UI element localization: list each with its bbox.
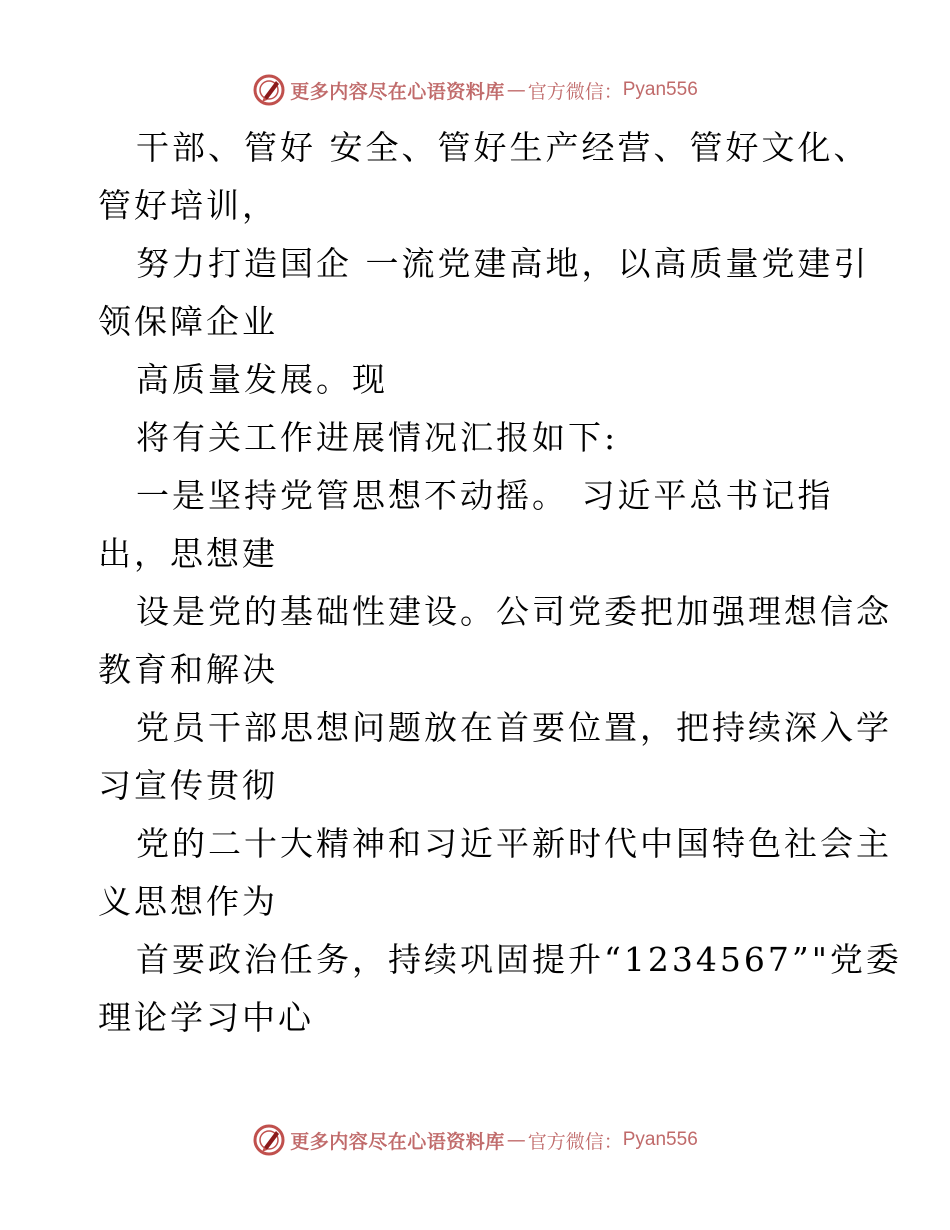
body-line: 首要政治任务，持续巩固提升“1234567”"党委 — [136, 940, 902, 979]
body-line: 理论学习中心 — [98, 998, 314, 1037]
banner-separator: — — [506, 79, 526, 101]
body-line: 领保障企业 — [98, 302, 278, 341]
pen-logo-icon — [252, 73, 286, 107]
banner-wechat-id: Pyan556 — [622, 1129, 698, 1150]
body-line: 一是坚持党管思想不动摇。 习近平总书记指 — [136, 476, 834, 515]
banner-slogan: 更多内容尽在心语资料库 — [290, 80, 505, 103]
body-line: 出，思想建 — [98, 534, 278, 573]
body-line: 党员干部思想问题放在首要位置，把持续深入学 — [136, 708, 892, 747]
banner-label: 官方微信： — [527, 1130, 623, 1153]
body-line: 义思想作为 — [98, 882, 278, 921]
body-line: 设是党的基础性建设。公司党委把加强理想信念 — [136, 592, 892, 631]
pen-logo-icon — [252, 1123, 286, 1157]
footer-banner — [0, 1120, 950, 1160]
body-line: 干部、管好 安全、管好生产经营、管好文化、 — [136, 128, 870, 167]
banner-separator: — — [506, 1129, 526, 1151]
body-line: 管好培训， — [98, 186, 278, 225]
body-line: 习宣传贯彻 — [98, 766, 278, 805]
body-line: 高质量发展。现 — [136, 360, 388, 399]
body-line: 党的二十大精神和习近平新时代中国特色社会主 — [136, 824, 892, 863]
body-line: 努力打造国企 一流党建高地，以高质量党建引 — [136, 244, 870, 283]
body-line: 将有关工作进展情况汇报如下: — [136, 418, 619, 457]
banner-wechat-id: Pyan556 — [622, 79, 698, 100]
banner-slogan: 更多内容尽在心语资料库 — [290, 1130, 505, 1153]
body-line: 教育和解决 — [98, 650, 278, 689]
header-banner — [0, 70, 950, 110]
banner-label: 官方微信： — [527, 80, 623, 103]
